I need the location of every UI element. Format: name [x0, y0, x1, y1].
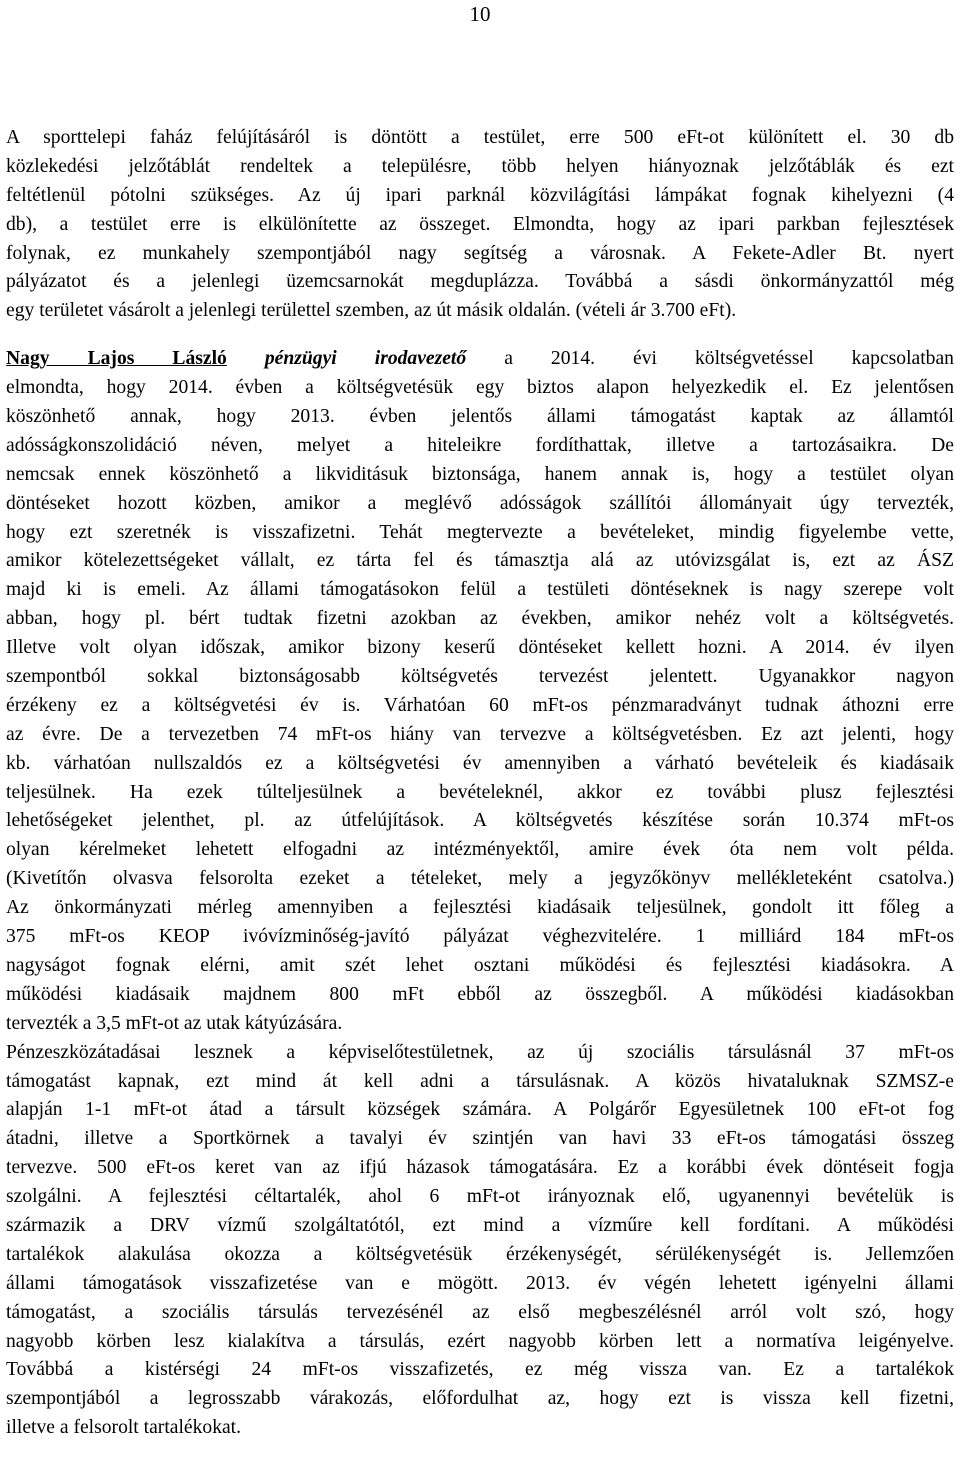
text-line: tartalékok alakulása okozza a költségvetésük érzékenységét, sérülékenységét is. Jellemzően: [6, 1243, 954, 1265]
text-line: Pénzeszközátadásai lesznek a képviselőtestületnek, az új szociális társulásnál 37 mFt-os: [6, 1041, 954, 1063]
text-line: érzékeny ez a költségvetési év is. Várhatóan 60 mFt-os pénzmaradványt tudnak áthozni erre: [6, 694, 954, 716]
speaker-name: Nagy Lajos László: [6, 348, 227, 370]
text-line: támogatást, a szociális társulás tervezésénél az első megbeszélésnél arról volt szó, hogy: [6, 1301, 954, 1323]
paragraph-1: [6, 124, 954, 326]
text-line: Illetve volt olyan időszak, amikor bizony keserű döntéseket kellett hozni. A 2014. év ilyen: [6, 637, 954, 659]
text-line: tervezték a 3,5 mFt-ot az utak kátyúzására.: [6, 1012, 343, 1034]
text-line: (Kivetítőn olvasva felsorolta ezeket a tételeket, mely a jegyzőkönyv mellékleteként csatolva.): [6, 868, 954, 890]
text-line: működési kiadásaik majdnem 800 mFt ebből az összegből. A működési kiadásokban: [6, 983, 954, 1005]
text-line: közlekedési jelzőtáblát rendeltek a településre, több helyen hiányoznak jelzőtáblák és ezt: [6, 155, 954, 177]
text-line: 375 mFt-os KEOP ivóvízminőség-javító pályázat véghezvitelére. 1 milliárd 184 mFt-os: [6, 926, 954, 948]
text-line: átadni, illetve a Sportkörnek a tavalyi év szintjén van havi 33 eFt-os támogatási összeg: [6, 1128, 954, 1150]
text-line: majd ki is emeli. Az állami támogatásokon felül a testületi döntéseknek is nagy szerepe volt: [6, 579, 954, 601]
text-line: db), a testület erre is elkülönítette az összeget. Elmondta, hogy az ipari parkban fejlesztések: [6, 213, 954, 235]
text-line: hogy ezt szeretnék is visszafizetni. Tehát megtervezte a bevételeket, mindig figyelembe vette,: [6, 521, 954, 543]
speaker-role: pénzügyi irodavezető: [264, 348, 467, 370]
paragraph-2: [6, 345, 954, 1443]
text-line: elmondta, hogy 2014. évben a költségvetésük egy biztos alapon helyezkedik el. Ez jelentősen: [6, 377, 954, 399]
text-line: lehetőségeket jelenthet, pl. az útfelújítások. A költségvetés készítése során 10.374 mFt-os: [6, 810, 954, 832]
paragraph-gap: [6, 326, 954, 345]
page-number: 10: [469, 2, 491, 26]
text-line: feltétlenül pótolni szükséges. Az új ipari parknál közvilágítási lámpákat fognak kihelyezni (4: [6, 184, 954, 206]
text-line: az évre. De a tervezetben 74 mFt-os hiány van tervezve a költségvetésben. Ez azt jelenti, hogy: [6, 723, 954, 745]
text-line: döntéseket hozott közben, amikor a meglévő adósságok szállítói állományait úgy tervezték,: [6, 492, 954, 514]
text-line: A sporttelepi faház felújításáról is döntött a testület, erre 500 eFt-ot különített el. 30 db: [6, 127, 954, 148]
text-line: nemcsak ennek köszönhető a likviditásuk biztonsága, hanem annak is, hogy a testület olyan: [6, 463, 954, 485]
text-line: egy területet vásárolt a jelenlegi területtel szemben, az út másik oldalán. (vételi ár 3.700 eFt).: [6, 300, 737, 322]
text-line: abban, hogy pl. bért tudtak fizetni azokban az években, amikor nehéz volt a költségvetés.: [6, 608, 954, 630]
document-body: [6, 124, 954, 1443]
text-line: Továbbá a kistérségi 24 mFt-os visszafizetés, ez még vissza van. Ez a tartalékok: [6, 1359, 954, 1381]
text-line: olyan kérelmeket lehetett elfogadni az intézményektől, amire évek óta nem volt példa.: [6, 839, 954, 861]
text-line: folynak, ez munkahely szempontjából nagy segítség a városnak. A Fekete-Adler Bt. nyert: [6, 242, 954, 264]
text-line: tervezve. 500 eFt-os keret van az ifjú házasok támogatására. Ez a korábbi évek döntéseit fogja: [6, 1157, 954, 1179]
text-line: Az önkormányzati mérleg amennyiben a fejlesztési kiadásaik teljesülnek, gondolt itt főleg a: [6, 897, 954, 919]
text-line-rest: a 2014. évi költségvetéssel kapcsolatban: [504, 348, 954, 370]
text-line: kb. várhatóan nullszaldós ez a költségvetési év amennyiben a várható bevételeik és kiadásaik: [6, 752, 954, 774]
text-line: szolgálni. A fejlesztési céltartalék, ahol 6 mFt-ot irányoznak elő, ugyanennyi bevételük is: [6, 1186, 954, 1208]
text-line: állami támogatások visszafizetése van e mögött. 2013. év végén lehetett igényelni állami: [6, 1272, 954, 1294]
text-line: illetve a felsorolt tartalékokat.: [6, 1417, 242, 1439]
text-line: pályázatot és a jelenlegi üzemcsarnokát megduplázza. Továbbá a sásdi önkormányzattól még: [6, 271, 954, 293]
text-line: szempontból sokkal biztonságosabb költségvetés tervezést jelentett. Ugyanakkor nagyon: [6, 666, 954, 688]
text-line: származik a DRV vízmű szolgáltatótól, ezt mind a vízműre kell fordítani. A működési: [6, 1214, 954, 1236]
text-line: támogatást kapnak, ezt mind át kell adni a társulásnak. A közös hivataluknak SZMSZ-e: [6, 1070, 954, 1092]
text-line: nagyobb körben lesz kialakítva a társulás, ezért nagyobb körben lett a normatíva leigényelve.: [6, 1330, 954, 1352]
text-line: köszönhető annak, hogy 2013. évben jelentős állami támogatást kaptak az államtól: [6, 406, 954, 428]
text-line: alapján 1-1 mFt-ot átad a társult községek számára. A Polgárőr Egyesületnek 100 eFt-ot fog: [6, 1099, 954, 1121]
text-line: amikor kötelezettségeket vállalt, ez tárta fel és támasztja alá az utóvizsgálat is, ezt az ÁSZ: [6, 550, 954, 572]
text-line: szempontjából a legrosszabb várakozás, előfordulhat az, hogy ezt is vissza kell fizetni,: [6, 1388, 954, 1410]
text-line: teljesülnek. Ha ezek túlteljesülnek a bevételeknél, akkor ez további plusz fejlesztési: [6, 781, 954, 803]
text-line: nagyságot fognak elérni, amit szét lehet osztani működési és fejlesztési kiadásokra. A: [6, 954, 954, 976]
text-line: adósságkonszolidáció néven, melyet a hiteleikre fordíthattak, illetve a tartozásaikra. De: [6, 434, 954, 456]
text-line: [6, 345, 954, 374]
